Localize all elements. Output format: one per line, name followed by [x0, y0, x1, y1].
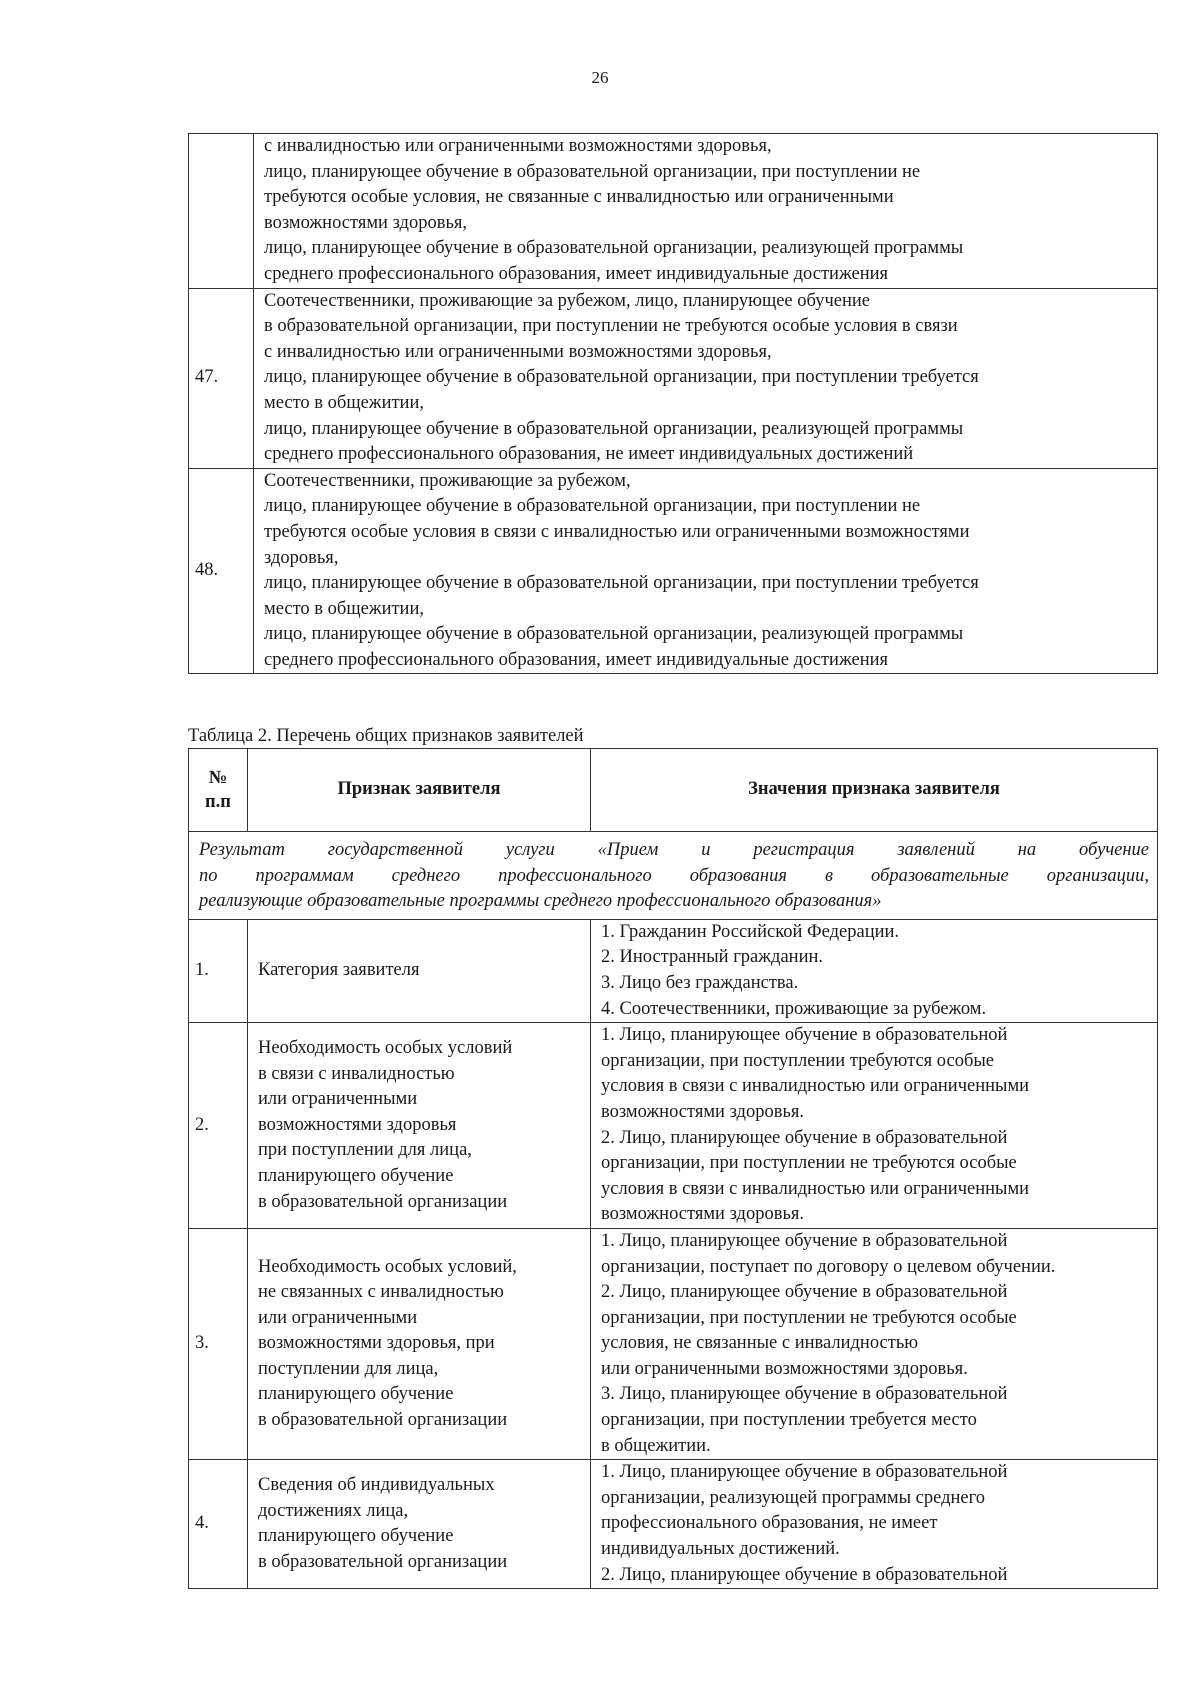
text-line: среднего профессионального образования, имеет индивидуальные достижения — [264, 649, 889, 670]
text-line: 3. Лицо, планирующее обучение в образовательной — [601, 1384, 1008, 1405]
text-line: лицо, планирующее обучение в образовательной организации, при поступлении не — [264, 161, 921, 182]
header-number-line-1: № — [208, 768, 228, 788]
text-line: требуются особые условия в связи с инвалидностью или ограниченными возможностями — [264, 521, 970, 542]
text-line: организации, при поступлении не требуются особые — [601, 1153, 1017, 1174]
table-row — [189, 1023, 1158, 1229]
feature-values — [591, 1023, 1158, 1229]
text-line: условия в связи с инвалидностью или ограниченными — [601, 1076, 1030, 1097]
feature-name — [248, 1460, 591, 1589]
text-line: планирующего обучение — [258, 1165, 454, 1186]
table-caption: Таблица 2. Перечень общих признаков заявителей — [188, 726, 584, 746]
text-line: лицо, планирующее обучение в образовательной организации, реализующей программы — [264, 418, 964, 439]
text-line: 2. Лицо, планирующее обучение в образовательной — [601, 1282, 1008, 1303]
text-line: в образовательной организации — [258, 1551, 508, 1572]
table-row — [189, 1460, 1158, 1589]
feature-values — [591, 1228, 1158, 1459]
text-line: 3. Лицо без гражданства. — [601, 972, 799, 993]
table-row — [189, 134, 1158, 289]
text-line: лицо, планирующее обучение в образовательной организации, при поступлении не — [264, 496, 921, 517]
row-number — [189, 134, 254, 289]
table-row — [189, 919, 1158, 1022]
text-line: с инвалидностью или ограниченными возможностями здоровья, — [264, 136, 772, 156]
text-line: Соотечественники, проживающие за рубежом, лицо, планирующее обучение — [264, 290, 871, 311]
result-text-line: по программам среднего профессионального образования в образовательные организации, — [199, 865, 1149, 886]
text-line: достижениях лица, — [258, 1500, 409, 1521]
table-header-row — [189, 749, 1158, 832]
text-line: лицо, планирующее обучение в образовательной организации, реализующей программы — [264, 238, 964, 259]
header-number — [189, 749, 248, 832]
text-line: 1. Лицо, планирующее обучение в образовательной — [601, 1462, 1008, 1483]
text-line: возможностями здоровья. — [601, 1101, 805, 1122]
text-line: организации, при поступлении не требуются особые — [601, 1307, 1017, 1328]
result-cell — [189, 832, 1158, 920]
text-line: планирующего обучение — [258, 1384, 454, 1405]
header-values: Значения признака заявителя — [591, 749, 1158, 832]
table-row — [189, 288, 1158, 468]
text-line: организации, при поступлении требуются особые — [601, 1050, 995, 1071]
text-line: 1. Лицо, планирующее обучение в образовательной — [601, 1230, 1008, 1251]
text-line: в образовательной организации — [258, 1410, 508, 1431]
feature-values — [591, 919, 1158, 1022]
text-line: условия, не связанные с инвалидностью — [601, 1333, 919, 1354]
text-line: возможностями здоровья, — [264, 212, 468, 233]
header-number-line-2: п.п — [205, 792, 231, 812]
text-line: в общежитии. — [601, 1435, 711, 1456]
text-line: не связанных с инвалидностью — [258, 1282, 504, 1303]
text-line: Необходимость особых условий — [258, 1037, 513, 1058]
header-sign: Признак заявителя — [248, 749, 591, 832]
row-number: 48. — [189, 468, 254, 674]
row-content — [254, 468, 1158, 674]
text-line: в образовательной организации — [258, 1191, 508, 1212]
applicant-features-table — [188, 748, 1158, 1589]
text-line: организации, реализующей программы среднего — [601, 1487, 985, 1508]
text-line: лицо, планирующее обучение в образовательной организации, при поступлении требуется — [264, 573, 979, 594]
text-line: 2. Лицо, планирующее обучение в образовательной — [601, 1127, 1008, 1148]
row-content — [254, 134, 1158, 289]
text-line: с инвалидностью или ограниченными возможностями здоровья, — [264, 341, 772, 362]
text-line: организации, при поступлении требуется место — [601, 1410, 977, 1431]
text-line: при поступлении для лица, — [258, 1140, 472, 1161]
text-line: требуются особые условия, не связанные с инвалидностью или ограниченными — [264, 187, 894, 208]
text-line: поступлении для лица, — [258, 1358, 439, 1379]
text-line: лицо, планирующее обучение в образовательной организации, реализующей программы — [264, 624, 964, 645]
text-line: Соотечественники, проживающие за рубежом, — [264, 470, 631, 491]
text-line: здоровья, — [264, 547, 339, 568]
text-line: 2. Иностранный гражданин. — [601, 947, 823, 968]
feature-name — [248, 919, 591, 1022]
text-line: возможностями здоровья. — [601, 1204, 805, 1225]
feature-name — [248, 1023, 591, 1229]
row-number: 3. — [189, 1228, 248, 1459]
text-line: место в общежитии, — [264, 598, 424, 619]
text-line: в связи с инвалидностью — [258, 1063, 455, 1084]
text-line: условия в связи с инвалидностью или ограниченными — [601, 1178, 1030, 1199]
text-line: лицо, планирующее обучение в образовательной организации, при поступлении требуется — [264, 367, 979, 388]
text-line: организации, поступает по договору о целевом обучении. — [601, 1256, 1056, 1277]
row-content — [254, 288, 1158, 468]
text-line: 2. Лицо, планирующее обучение в образовательной — [601, 1564, 1008, 1585]
text-line: индивидуальных достижений. — [601, 1539, 840, 1560]
feature-name — [248, 1228, 591, 1459]
table-row — [189, 468, 1158, 674]
text-line: или ограниченными возможностями здоровья. — [601, 1358, 968, 1379]
text-line: возможностями здоровья — [258, 1114, 457, 1135]
row-number: 2. — [189, 1023, 248, 1229]
text-line: планирующего обучение — [258, 1526, 454, 1547]
text-line: 1. Гражданин Российской Федерации. — [601, 921, 900, 942]
continuation-table — [188, 133, 1158, 674]
row-number: 4. — [189, 1460, 248, 1589]
text-line: среднего профессионального образования, имеет индивидуальные достижения — [264, 263, 889, 284]
text-line: возможностями здоровья, при — [258, 1333, 495, 1354]
text-line: или ограниченными — [258, 1089, 418, 1110]
text-line: Необходимость особых условий, — [258, 1256, 517, 1277]
text-line: среднего профессионального образования, не имеет индивидуальных достижений — [264, 444, 914, 465]
text-line: 1. Лицо, планирующее обучение в образовательной — [601, 1025, 1008, 1046]
text-line: или ограниченными — [258, 1307, 418, 1328]
text-line: Сведения об индивидуальных — [258, 1475, 495, 1496]
row-number: 1. — [189, 919, 248, 1022]
text-line: Категория заявителя — [258, 960, 420, 981]
result-row — [189, 832, 1158, 920]
table-row — [189, 1228, 1158, 1459]
text-line: профессионального образования, не имеет — [601, 1513, 938, 1534]
text-line: 4. Соотечественники, проживающие за рубежом. — [601, 998, 987, 1019]
text-line: место в общежитии, — [264, 392, 424, 413]
result-text-line: Результат государственной услуги «Прием и регистрация заявлений на обучение — [199, 840, 1149, 860]
text-line: в образовательной организации, при поступлении не требуются особые условия в связи — [264, 316, 958, 337]
page-number: 26 — [591, 68, 609, 87]
feature-values — [591, 1460, 1158, 1589]
row-number: 47. — [189, 288, 254, 468]
result-text-line: реализующие образовательные программы среднего профессионального образования» — [199, 891, 882, 912]
